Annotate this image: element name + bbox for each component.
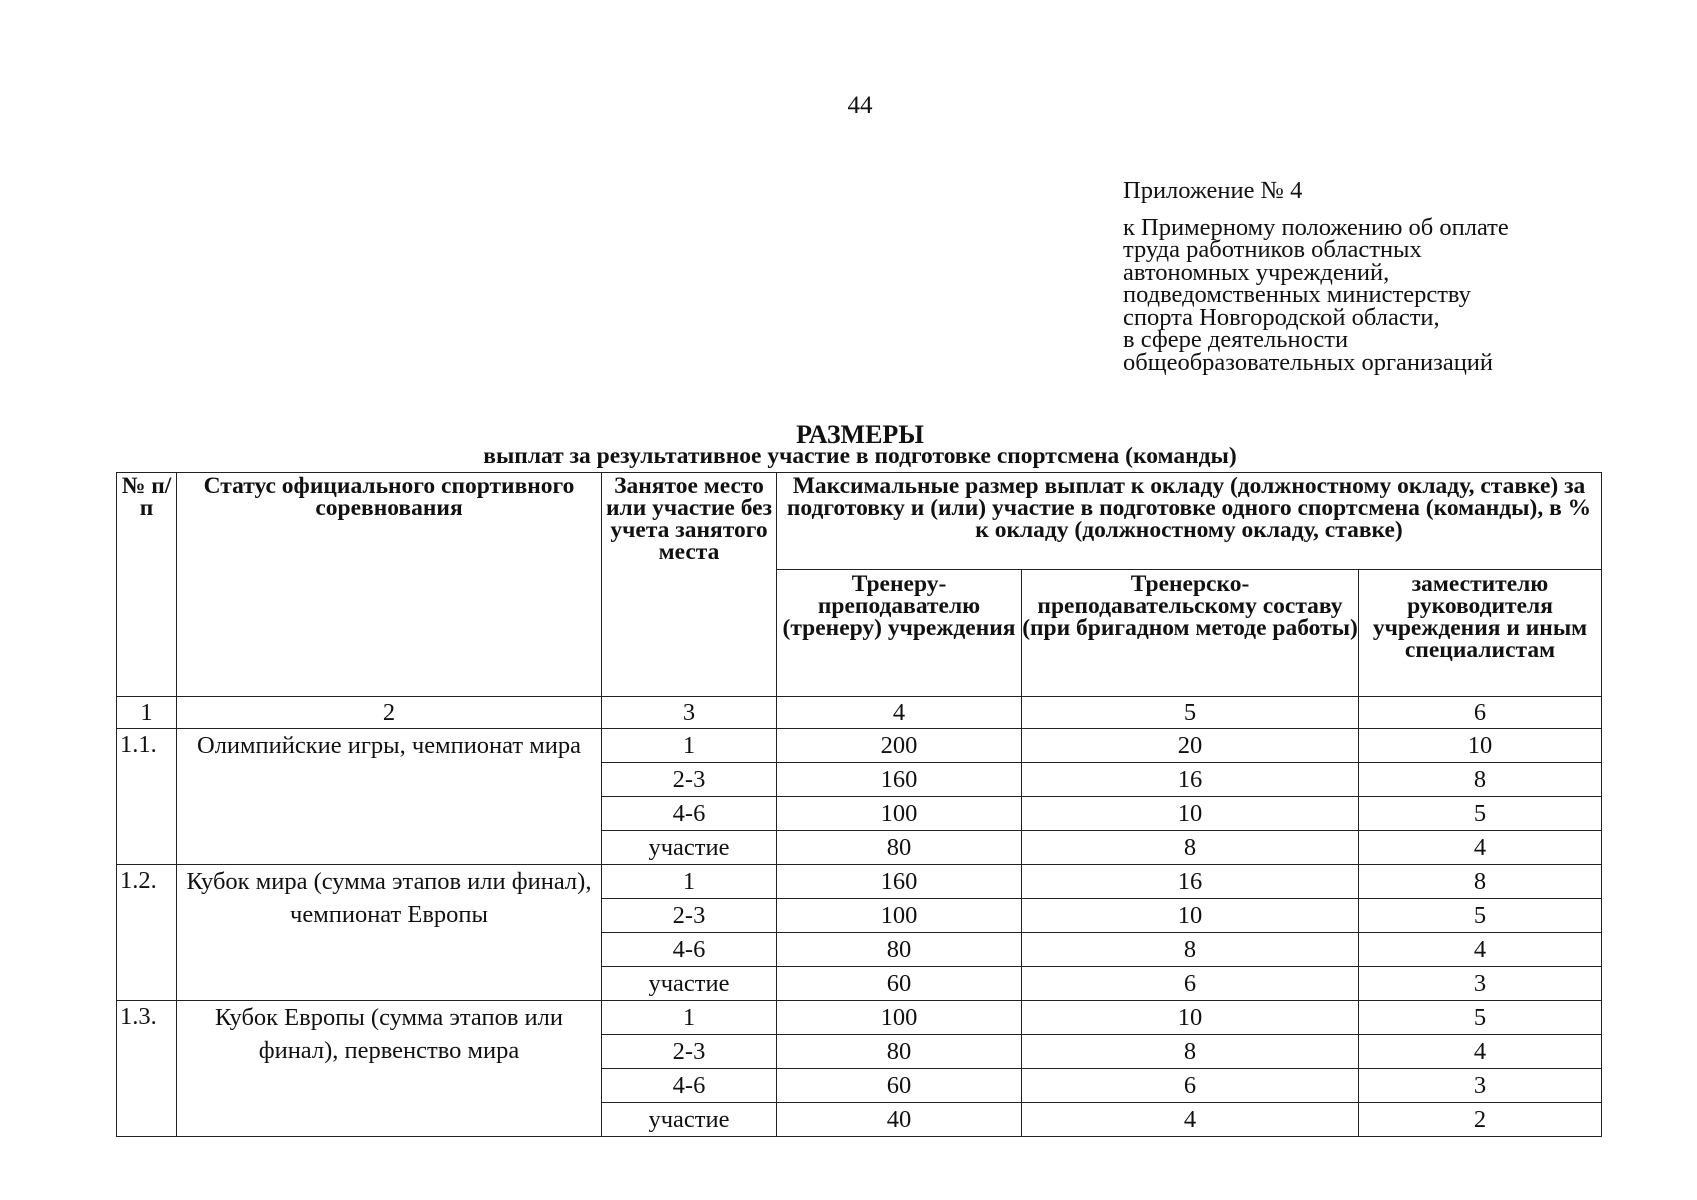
deputy-value: 5: [1359, 1001, 1602, 1035]
staff-value: 10: [1022, 797, 1359, 831]
place-cell: 4-6: [602, 1069, 777, 1103]
appendix-line: подведомственных министерству: [1123, 281, 1471, 308]
row-number: 1.3.: [117, 1001, 177, 1137]
staff-value: 10: [1022, 899, 1359, 933]
document-subtitle: выплат за результативное участие в подготовке спортсмена (команды): [483, 443, 1237, 469]
coach-value: 160: [777, 865, 1022, 899]
coach-value: 80: [777, 933, 1022, 967]
coach-value: 80: [777, 1035, 1022, 1069]
header-max-payment-group: Максимальные размер выплат к окладу (должностному окладу, ставке) за подготовку и (или) участие в подготовке одного спортсмена (команды), в % к окладу (должностному окладу, ставке): [777, 473, 1602, 570]
deputy-value: 8: [1359, 865, 1602, 899]
deputy-value: 4: [1359, 1035, 1602, 1069]
deputy-value: 8: [1359, 763, 1602, 797]
column-number: 3: [602, 697, 777, 729]
place-cell: 4-6: [602, 797, 777, 831]
staff-value: 10: [1022, 1001, 1359, 1035]
deputy-value: 3: [1359, 967, 1602, 1001]
page-number: 44: [847, 92, 873, 119]
place-cell: 1: [602, 1001, 777, 1035]
column-number: 6: [1359, 697, 1602, 729]
header-number: № п/п: [117, 473, 177, 697]
row-number: 1.2.: [117, 865, 177, 1001]
deputy-value: 5: [1359, 899, 1602, 933]
header-place: Занятое место или участие без учета занятого места: [602, 473, 777, 697]
coach-value: 100: [777, 899, 1022, 933]
place-cell: участие: [602, 967, 777, 1001]
competition-status: Олимпийские игры, чемпионат мира: [177, 729, 602, 865]
place-cell: участие: [602, 1103, 777, 1137]
competition-status: Кубок Европы (сумма этапов или финал), первенство мира: [177, 1001, 602, 1137]
competition-status: Кубок мира (сумма этапов или финал), чемпионат Европы: [177, 865, 602, 1001]
staff-value: 4: [1022, 1103, 1359, 1137]
place-cell: 1: [602, 729, 777, 763]
coach-value: 40: [777, 1103, 1022, 1137]
deputy-value: 2: [1359, 1103, 1602, 1137]
appendix-line: в сфере деятельности: [1123, 326, 1349, 353]
coach-value: 60: [777, 1069, 1022, 1103]
appendix-line: автономных учреждений,: [1123, 258, 1390, 286]
coach-value: 60: [777, 967, 1022, 1001]
appendix-line: труда работников областных: [1123, 236, 1422, 263]
deputy-value: 4: [1359, 831, 1602, 865]
place-cell: 4-6: [602, 933, 777, 967]
deputy-value: 10: [1359, 729, 1602, 763]
table-body: [117, 697, 1602, 1137]
staff-value: 20: [1022, 729, 1359, 763]
header-deputy: заместителю руководителя учреждения и иным специалистам: [1359, 570, 1602, 697]
header-status: Статус официального спортивного соревнования: [177, 473, 602, 697]
appendix-line: спорта Новгородской области,: [1123, 303, 1440, 331]
coach-value: 200: [777, 729, 1022, 763]
column-number-row: [117, 697, 1602, 729]
table-header: [117, 473, 1602, 697]
staff-value: 6: [1022, 967, 1359, 1001]
deputy-value: 4: [1359, 933, 1602, 967]
coach-value: 80: [777, 831, 1022, 865]
table-row: [117, 1001, 1602, 1035]
payments-table: [116, 472, 1602, 1137]
row-number: 1.1.: [117, 729, 177, 865]
header-coaching-staff: Тренерско-преподавательскому составу (при бригадном методе работы): [1022, 570, 1359, 697]
deputy-value: 5: [1359, 797, 1602, 831]
place-cell: 2-3: [602, 1035, 777, 1069]
column-number: 4: [777, 697, 1022, 729]
column-number: 1: [117, 697, 177, 729]
appendix-block: [1123, 177, 1643, 376]
coach-value: 100: [777, 797, 1022, 831]
staff-value: 8: [1022, 831, 1359, 865]
appendix-line: к Примерному положению об оплате: [1123, 213, 1509, 241]
staff-value: 16: [1022, 865, 1359, 899]
coach-value: 160: [777, 763, 1022, 797]
place-cell: 1: [602, 865, 777, 899]
place-cell: участие: [602, 831, 777, 865]
place-cell: 2-3: [602, 899, 777, 933]
table-row: [117, 729, 1602, 763]
column-number: 2: [177, 697, 602, 729]
appendix-line: общеобразовательных организаций: [1123, 348, 1494, 376]
coach-value: 100: [777, 1001, 1022, 1035]
deputy-value: 3: [1359, 1069, 1602, 1103]
staff-value: 8: [1022, 933, 1359, 967]
staff-value: 6: [1022, 1069, 1359, 1103]
place-cell: 2-3: [602, 763, 777, 797]
staff-value: 8: [1022, 1035, 1359, 1069]
column-number: 5: [1022, 697, 1359, 729]
header-coach: Тренеру-преподавателю (тренеру) учреждения: [777, 570, 1022, 697]
staff-value: 16: [1022, 763, 1359, 797]
document-title: РАЗМЕРЫ: [796, 420, 924, 449]
table-row: [117, 865, 1602, 899]
appendix-heading: Приложение № 4: [1123, 177, 1303, 204]
